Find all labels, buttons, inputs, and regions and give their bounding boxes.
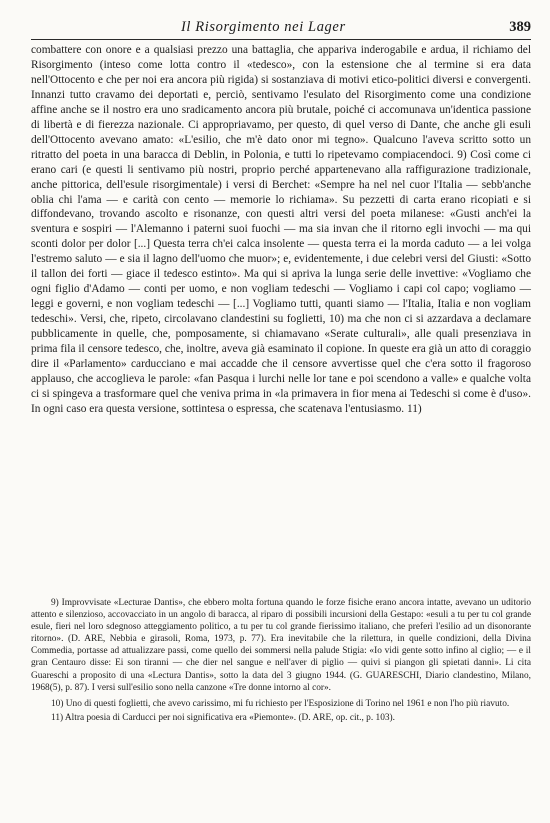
body-text [31,43,531,417]
running-title: Il Risorgimento nei Lager [181,19,346,35]
footnotes [31,597,531,726]
body-paragraph: combattere con onore e a qualsiasi prezzo una battaglia, che appariva inderogabile e ardua, il richiamo del Risorgimento (inteso come lotta contro il «tedesco», con la estensione che al termine si era data nell'Ottocento e che per noi era ancora più rigida) si sostanziava di motivi etico-politici diversi e convergenti. Innanzi tutto cravamo dei deportati e, perciò, sentivamo l'esulato del Risorgimento come una condizione affine anche se il nostro era uno sradicamento ancora più brutale, poiché ci accomunava un'identica passione di libertà e di fierezza nazionale. Ci appropriavamo, per questo, di quel verso di Dante, che anche gli esuli dell'Ottocento avevano amato: «L'esilio, che m'è dato onor mi tegno». Qualcuno l'aveva scritto sotto un ritratto del poeta in una baracca di Deblin, in Polonia, e tutti lo ripetevamo compiacendoci. 9) Così come ci erano cari (e questi li sentivamo più nostri, proprio perché appartenevano alla raffigurazione tradizionale, anche pittorica, dell'esule risorgimentale) i versi di Berchet: «Sempre ha nel nel cuor l'Italia — sebb'anche oblia chi l'ama — e carità con cento — memorie lo richiama». Su pezzetti di carta erano ricopiati e si diffondevano, trovando ascolto e risonanze, con questi altri versi del poeta milanese: «Gusti anch'ei la sventura e sospiri — l'Alemanno i paterni suoi fuochi — ma sia invan che il ritorno egli invochi — ma qui sconti dolor per dolor [...] Questa terra ch'ei calca insolente — questa terra ei la morda caduto — a lei volga l'estremo saluto — e sia il lagno dell'uomo che muor»; e, evidentemente, i due celebri versi del Giusti: «Sotto il tallon dei forti — giace il tedesco estinto». Ma qui si apriva la lunga serie delle invettive: «Vogliamo che ogni figlio d'Adamo — conti per uomo, e non vogliam tedeschi — Vogliamo i capi col capo; vogliamo — leggi e governi, e non vogliam tedeschi — [...] Vogliamo tutti, quanti siamo — l'Italia, Italia e non vogliam tedeschi». Versi, che, ripeto, circolavano clandestini su foglietti, 10) ma che non ci si azzardava a declamare pubblicamente in quelle, che, pomposamente, si chiamavano «Serate culturali», alle quali presenziava in prima fila il censore tedesco, che, inoltre, aveva già esaminato il copione. In queste era già un atto di coraggio dire il «Parlamento» carducciano e mai accadde che il censore avvertisse quel che c'era sotto il fragoroso applauso, che accoglieva le parole: «fan Pasqua i lurchi nelle lor tane e poi scendono a valle» e qualche volta ci si spingeva a trasformare quel che veniva prima in «la primavera in fior mena ai Tedeschi si come è d'uso». In ogni caso era questa versione, sottintesa o espressa, che scatenava l'entusiasmo. 11) [31,44,531,415]
footnote-9: 9) Improvvisate «Lecturae Dantis», che ebbero molta fortuna quando le forze fisiche erano ancora intatte, avevano un uditorio attento e silenzioso, accovacciato in un angolo di baracca, al riparo di possibili incursioni della Gestapo: «esuli a tu per tu col grande esule, fieri nel loro sdegnoso atteggiamento politico, a tu per tu col grande fierissimo italiano, che preferì l'esilio ad un disonorante ritorno». (D. ARE, Nebbia e girasoli, Roma, 1973, p. 77). Era inevitabile che la rilettura, in quelle condizioni, della Divina Commedia, portasse ad attualizzare passi, come quello dei sommersi nella palude Stigia: «Io vidi gente sotto infino al ciglio; — e il gran Centauro disse: Ei son tiranni — che dier nel sangue e nell'aver di piglio — quivi si piangon gli spietati danni». Li cita Guareschi a proposito di una «Lectura Dantis», sotto la data del 3 giugno 1944. (G. GUARESCHI, Diario clandestino, Milano, 1968(5), p. 87). I versi sull'esilio sono nella canzone «Tre donne intorno al cor». [31,598,531,693]
page-number: 389 [509,19,531,35]
footnote-11: 11) Altra poesia di Carducci per noi significativa era «Piemonte». (D. ARE, op. cit., p. 103). [51,712,395,723]
footnote-10: 10) Uno di questi foglietti, che avevo carissimo, mi fu richiesto per l'Esposizione di Torino nel 1961 e non l'ho più riavuto. [51,698,510,709]
running-header [31,14,531,40]
